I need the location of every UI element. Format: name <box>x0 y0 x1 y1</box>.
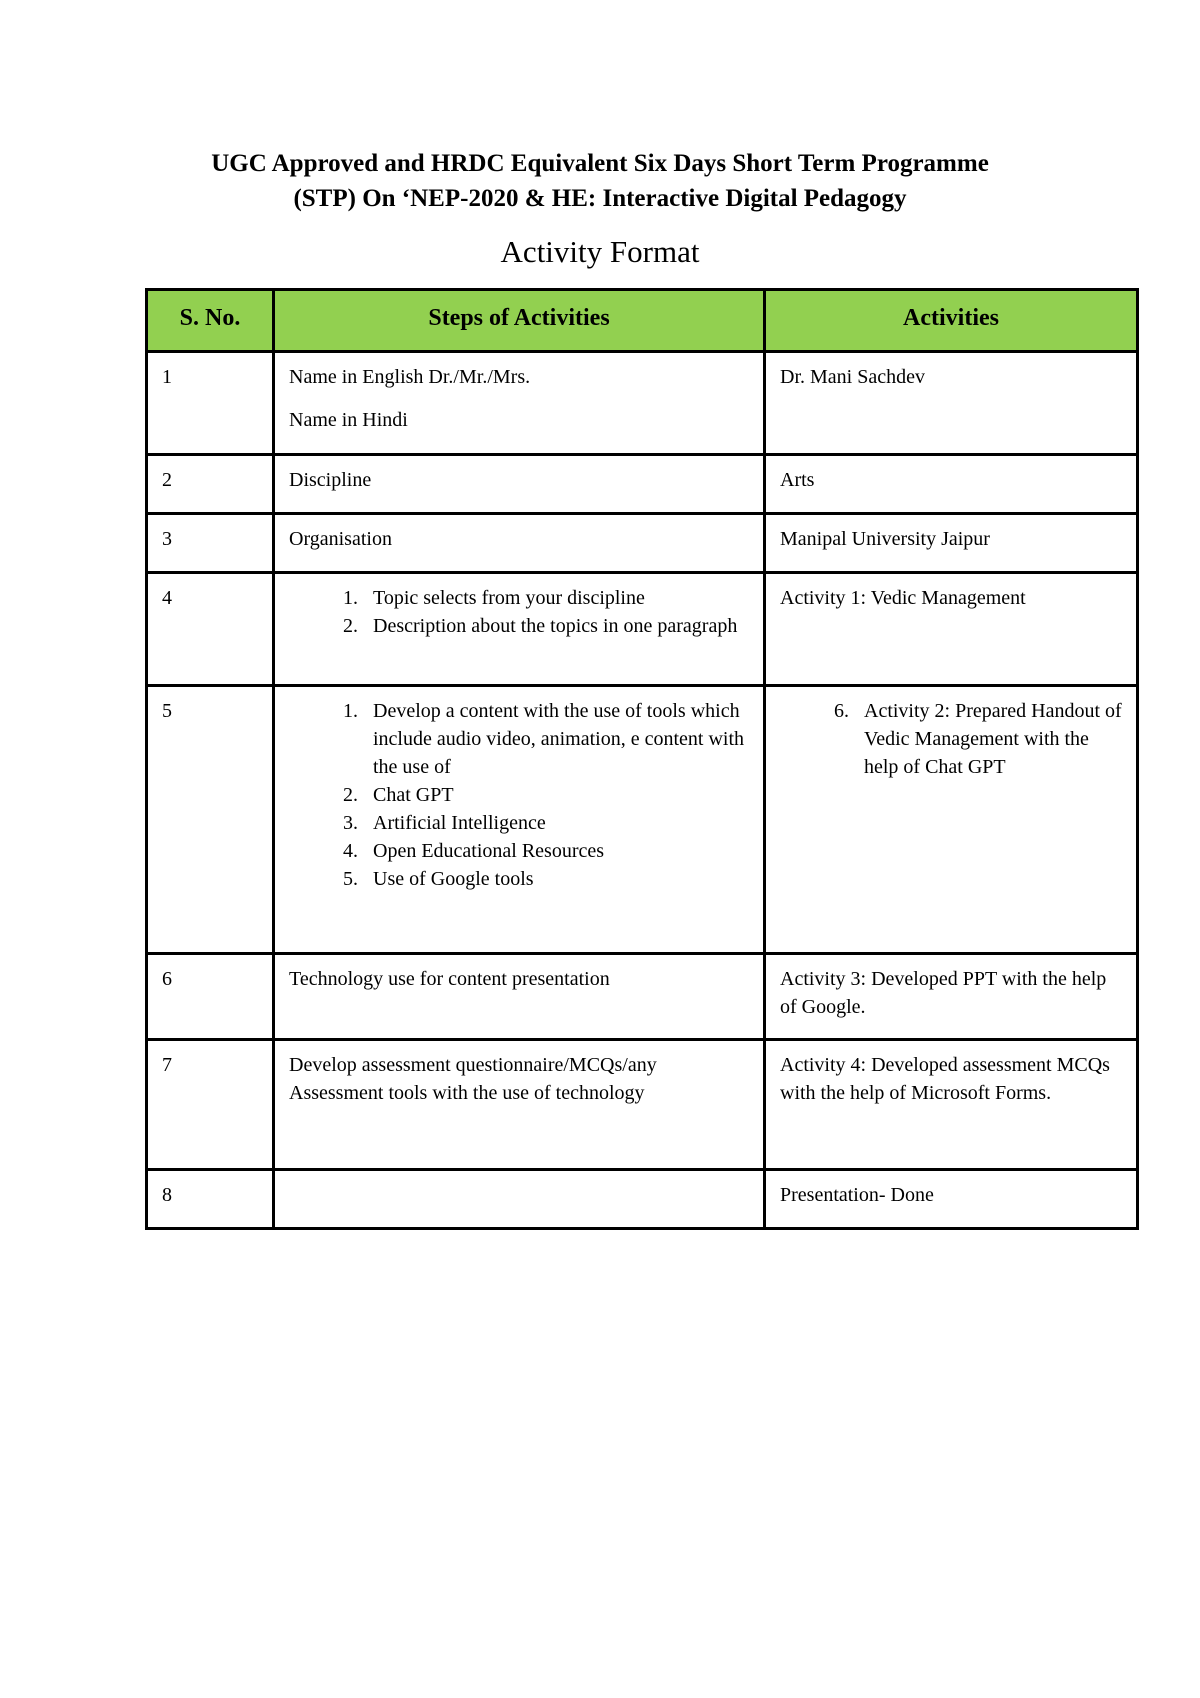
table-row <box>147 686 1138 954</box>
cell-steps: Technology use for content presentation <box>274 954 765 1040</box>
table-row <box>147 1040 1138 1170</box>
table-row <box>147 1170 1138 1229</box>
list-item: 1. Develop a content with the use of tools which include audio video, animation, e content with the use of <box>363 697 749 781</box>
cell-activity: Activity 1: Vedic Management <box>765 573 1138 686</box>
cell-steps <box>274 686 765 954</box>
cell-sno: 4 <box>147 573 274 686</box>
list-item: 1. Topic selects from your discipline <box>363 584 749 612</box>
cell-sno: 7 <box>147 1040 274 1170</box>
list-item: 2. Description about the topics in one paragraph <box>363 612 749 640</box>
steps-line: Name in Hindi <box>289 409 408 431</box>
cell-steps: Organisation <box>274 514 765 573</box>
cell-sno: 2 <box>147 455 274 514</box>
cell-steps <box>274 1170 765 1229</box>
cell-sno: 1 <box>147 352 274 455</box>
activity-list <box>780 697 1122 781</box>
list-item: 2. Chat GPT <box>363 781 749 809</box>
steps-line: Name in English Dr./Mr./Mrs. <box>289 366 531 388</box>
document-heading <box>0 146 1200 216</box>
heading-line-1: UGC Approved and HRDC Equivalent Six Days Short Term Programme <box>211 150 989 177</box>
list-item: 6. Activity 2: Prepared Handout of Vedic Management with the help of Chat GPT <box>854 697 1122 781</box>
heading-line-2: (STP) On ‘NEP-2020 & HE: Interactive Digital Pedagogy <box>293 185 907 212</box>
cell-steps: Discipline <box>274 455 765 514</box>
cell-steps <box>274 352 765 455</box>
cell-sno: 3 <box>147 514 274 573</box>
cell-steps <box>274 573 765 686</box>
steps-list <box>289 584 749 640</box>
cell-activity: Dr. Mani Sachdev <box>765 352 1138 455</box>
activity-table <box>145 288 1139 1230</box>
header-sno: S. No. <box>147 290 274 352</box>
table-row <box>147 954 1138 1040</box>
cell-activity: Manipal University Jaipur <box>765 514 1138 573</box>
cell-activity <box>765 686 1138 954</box>
table-row <box>147 514 1138 573</box>
cell-sno: 6 <box>147 954 274 1040</box>
cell-activity: Presentation- Done <box>765 1170 1138 1229</box>
list-item: 4. Open Educational Resources <box>363 837 749 865</box>
table-row <box>147 573 1138 686</box>
steps-list <box>289 697 749 893</box>
header-activities: Activities <box>765 290 1138 352</box>
cell-activity: Activity 3: Developed PPT with the help of Google. <box>765 954 1138 1040</box>
table-header-row <box>147 290 1138 352</box>
cell-sno: 5 <box>147 686 274 954</box>
header-steps: Steps of Activities <box>274 290 765 352</box>
cell-activity: Arts <box>765 455 1138 514</box>
cell-steps: Develop assessment questionnaire/MCQs/any Assessment tools with the use of technology <box>274 1040 765 1170</box>
form-title: Activity Format <box>500 234 700 269</box>
table-row <box>147 455 1138 514</box>
cell-activity: Activity 4: Developed assessment MCQs with the help of Microsoft Forms. <box>765 1040 1138 1170</box>
list-item: 3. Artificial Intelligence <box>363 809 749 837</box>
list-item: 5. Use of Google tools <box>363 865 749 893</box>
table-row <box>147 352 1138 455</box>
cell-sno: 8 <box>147 1170 274 1229</box>
